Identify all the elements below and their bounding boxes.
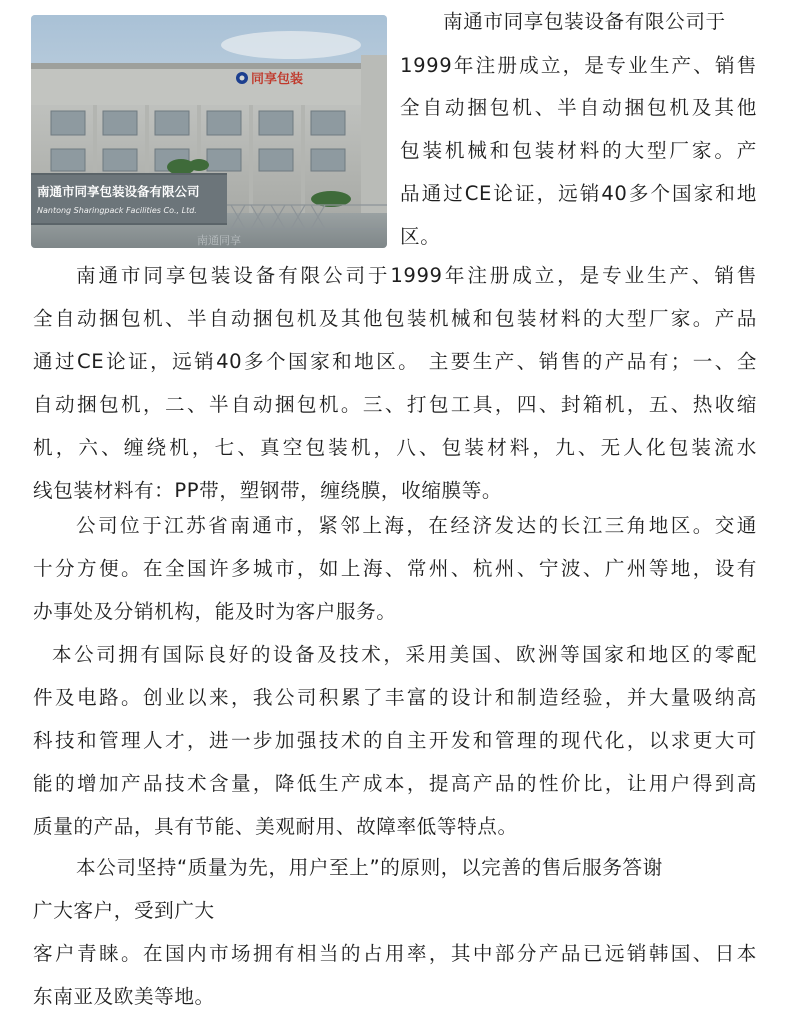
building-sign-text: 同享包装	[251, 72, 304, 87]
paragraph-products-line-1: 南通市同享包装设备有限公司于1999年注册成立，是专业生产、销售	[76, 264, 757, 287]
intro-line-3: 全自动捆包机、半自动捆包机及其他	[400, 96, 757, 119]
company-logo-icon	[236, 72, 248, 84]
photo-watermark: 南通同享	[197, 234, 241, 247]
paragraph-technology-line-2: 件及电路。创业以来，我公司积累了丰富的设计和制造经验，并大量吸纳高	[33, 686, 757, 709]
gate-sign-chinese: 南通市同享包装设备有限公司	[37, 184, 200, 199]
intro-line-1: 南通市同享包装设备有限公司于	[443, 10, 726, 33]
paragraph-products-line-4: 自动捆包机，二、半自动捆包机。三、打包工具，四、封箱机，五、热收缩	[33, 393, 757, 416]
intro-line-5: 品通过CE论证，远销40多个国家和地	[400, 182, 757, 205]
paragraph-location-line-2: 十分方便。在全国许多城市，如上海、常州、杭州、宁波、广州等地，设有	[33, 557, 757, 580]
intro-line-2: 1999年注册成立，是专业生产、销售	[400, 54, 757, 77]
paragraph-technology-line-3: 科技和管理人才，进一步加强技术的自主开发和管理的现代化，以求更大可	[33, 729, 757, 752]
intro-line-6: 区。	[400, 225, 441, 248]
factory-photo	[31, 15, 387, 248]
paragraph-service-line-3: 客户青睐。在国内市场拥有相当的占用率，其中部分产品已远销韩国、日本	[33, 942, 757, 965]
paragraph-technology-line-4: 能的增加产品技术含量，降低生产成本，提高产品的性价比，让用户得到高	[33, 772, 757, 795]
paragraph-technology-line-1: 本公司拥有国际良好的设备及技术，采用美国、欧洲等国家和地区的零配	[52, 643, 757, 666]
paragraph-products-line-5: 机，六、缠绕机，七、真空包装机，八、包装材料，九、无人化包装流水	[33, 436, 757, 459]
paragraph-products-line-3: 通过CE论证，远销40多个国家和地区。 主要生产、销售的产品有；一、全	[33, 350, 757, 373]
paragraph-service-line-2: 广大客户，受到广大	[33, 899, 215, 922]
intro-line-4: 包装机械和包装材料的大型厂家。产	[400, 139, 757, 162]
paragraph-service-line-4: 东南亚及欧美等地。	[33, 985, 215, 1008]
gate-sign-english: Nantong Sharingpack Facilities Co., Ltd.	[37, 206, 197, 215]
paragraph-service-line-1: 本公司坚持“质量为先，用户至上”的原则，以完善的售后服务答谢	[76, 856, 663, 879]
paragraph-technology-line-5: 质量的产品，具有节能、美观耐用、故障率低等特点。	[33, 815, 518, 838]
paragraph-location-line-1: 公司位于江苏省南通市，紧邻上海，在经济发达的长江三角地区。交通	[76, 514, 757, 537]
paragraph-products-line-2: 全自动捆包机、半自动捆包机及其他包装机械和包装材料的大型厂家。产品	[33, 307, 757, 330]
paragraph-products-line-6: 线包装材料有：PP带，塑钢带，缠绕膜，收缩膜等。	[33, 479, 503, 502]
paragraph-location-line-3: 办事处及分销机构，能及时为客户服务。	[33, 600, 397, 623]
